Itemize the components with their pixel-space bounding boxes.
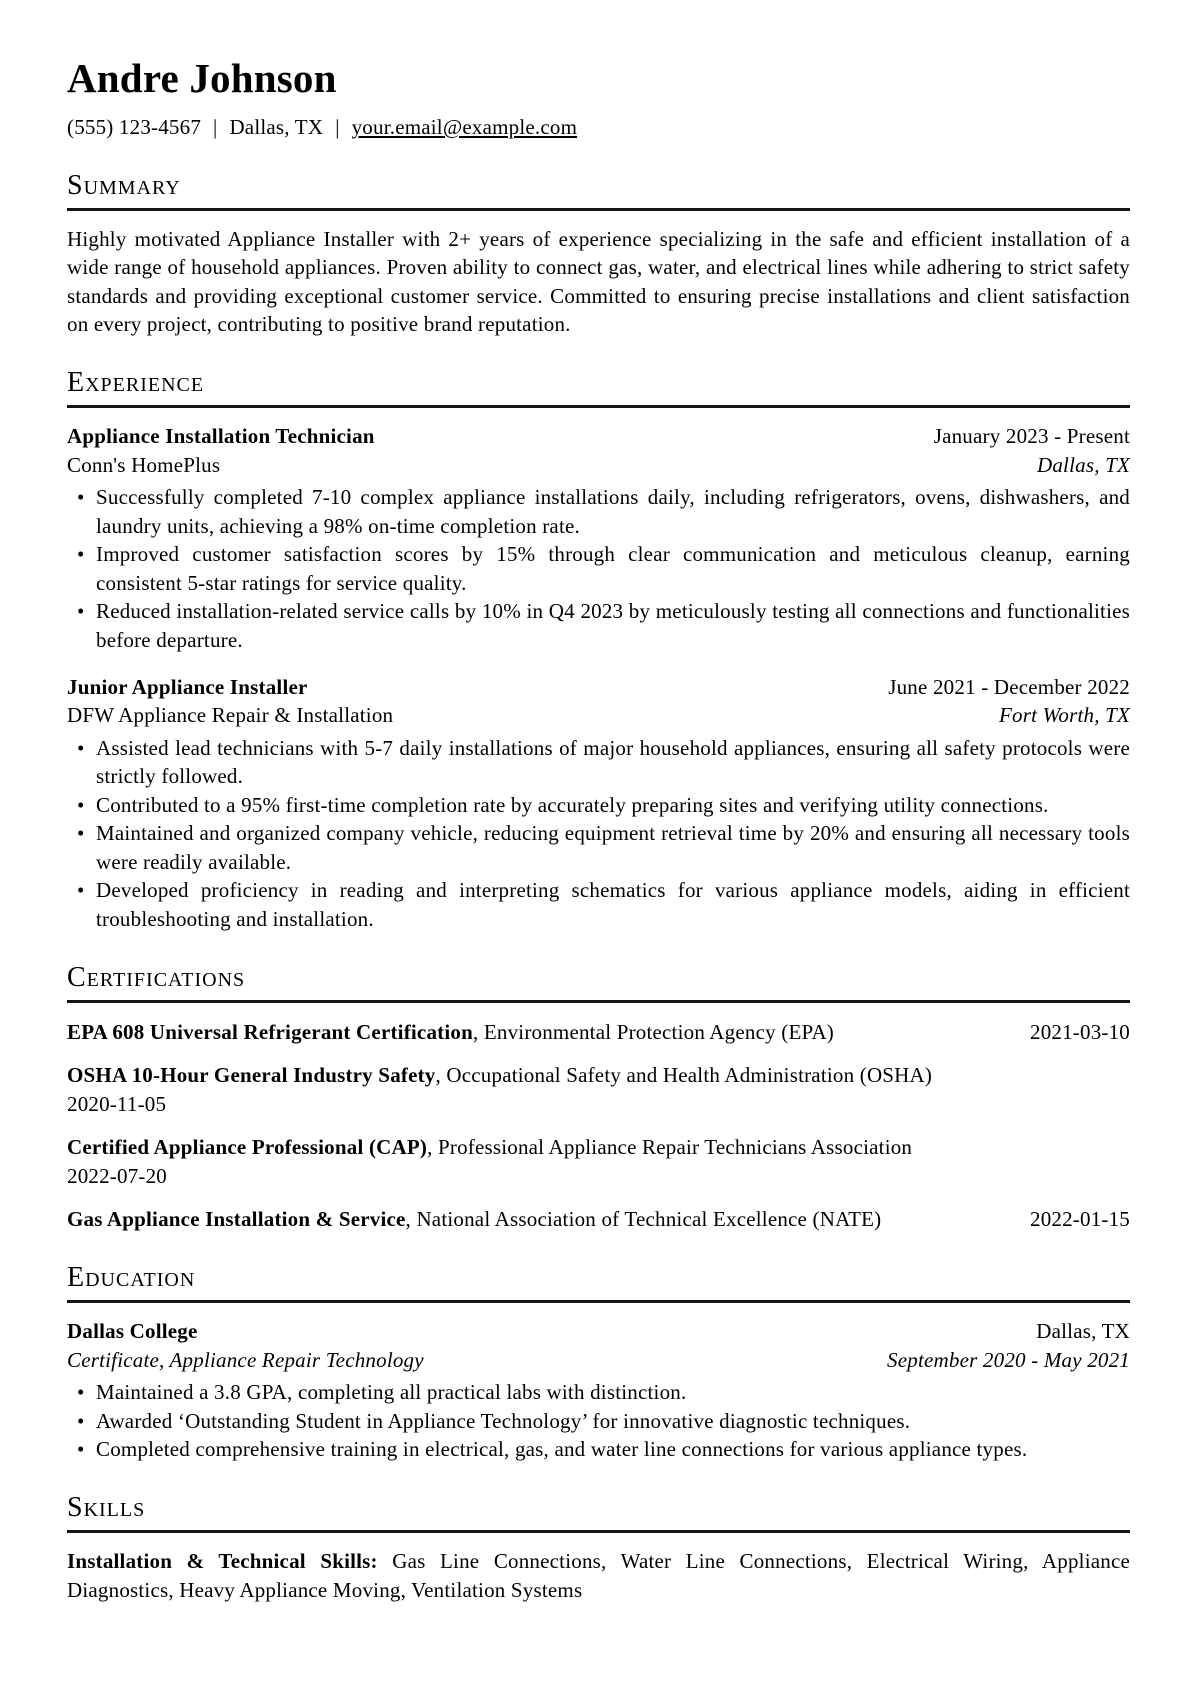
certification-date: 2020-11-05: [67, 1091, 167, 1116]
section-title-certifications: Certifications: [67, 961, 246, 993]
section-title-summary: Summary: [67, 169, 181, 201]
certification-entry: [67, 1133, 1130, 1190]
bullet-item: • Completed comprehensive training in electrical, gas, and water line connections for various appliance types.: [96, 1435, 1130, 1464]
email-link[interactable]: your.email@example.com: [351, 115, 578, 140]
section-certifications: [67, 962, 1130, 1234]
certification-name: EPA 608 Universal Refrigerant Certification: [67, 1019, 473, 1044]
job-header-row: [67, 422, 1130, 451]
job-dates: January 2023 - Present: [933, 424, 1130, 449]
contact-separator: |: [335, 115, 340, 140]
section-divider: [67, 208, 1130, 211]
certification-entry: [67, 1061, 1130, 1118]
job-title: Appliance Installation Technician: [67, 424, 375, 449]
section-skills: [67, 1492, 1130, 1604]
certification-name: Gas Appliance Installation & Service: [67, 1207, 406, 1232]
section-divider: [67, 1300, 1130, 1303]
resume-header: [67, 56, 1130, 142]
bullet-item: • Awarded ‘Outstanding Student in Appliance Technology’ for innovative diagnostic techniques.: [96, 1407, 1130, 1436]
contact-line: [67, 113, 1130, 142]
job-entry: [67, 422, 1130, 654]
job-company-row: [67, 451, 1130, 480]
job-company-row: [67, 701, 1130, 730]
certification-date: 2021-03-10: [1030, 1019, 1130, 1044]
section-title-experience: Experience: [67, 367, 205, 399]
skills-group-items: Gas Line Connections, Water Line Connections, Electrical Wiring, Appliance Diagnostics, Heavy Appliance Moving, Ventilation Systems: [67, 1549, 1130, 1602]
education-bullet-list: [67, 1378, 1130, 1464]
job-header-row: [67, 673, 1130, 702]
company-name: DFW Appliance Repair & Installation: [67, 703, 394, 728]
skills-group: [67, 1547, 1130, 1604]
bullet-item: • Developed proficiency in reading and interpreting schematics for various appliance models, aiding in efficient troubleshooting and installation.: [96, 876, 1130, 933]
certification-text: [67, 1018, 834, 1047]
certification-entry: [67, 1018, 1130, 1047]
skills-group-label: Installation & Technical Skills:: [67, 1549, 378, 1574]
summary-text: Highly motivated Appliance Installer with 2+ years of experience specializing in the safe and efficient installation of a wide range of household appliances. Proven ability to connect gas, water, and electrical lines while adhering to strict safety standards and providing exceptional customer service. Committed to ensuring precise installations and client satisfaction on every project, contributing to positive brand reputation.: [67, 226, 1130, 337]
job-bullet-list: [67, 734, 1130, 934]
section-divider: [67, 1000, 1130, 1003]
certification-text: [67, 1063, 932, 1087]
bullet-item: • Maintained and organized company vehicle, reducing equipment retrieval time by 20% and ensuring all necessary tools were readily available.: [96, 819, 1130, 876]
job-dates: June 2021 - December 2022: [888, 674, 1130, 699]
contact-separator: |: [213, 115, 218, 140]
school-header-row: [67, 1317, 1130, 1346]
bullet-item: • Contributed to a 95% first-time completion rate by accurately preparing sites and verifying utility connections.: [96, 791, 1130, 820]
degree-name: Certificate, Appliance Repair Technology: [67, 1347, 424, 1372]
certification-text: [67, 1205, 881, 1234]
certification-date: 2022-01-15: [1030, 1207, 1130, 1232]
certification-name: OSHA 10-Hour General Industry Safety: [67, 1063, 436, 1088]
job-location: Dallas, TX: [1036, 452, 1130, 477]
bullet-item: • Maintained a 3.8 GPA, completing all practical labs with distinction.: [96, 1378, 1130, 1407]
education-entry: [67, 1317, 1130, 1464]
job-title: Junior Appliance Installer: [67, 674, 308, 699]
bullet-item: • Assisted lead technicians with 5-7 daily installations of major household appliances, ensuring all safety protocols were strictly followed.: [96, 734, 1130, 791]
certification-name: Certified Appliance Professional (CAP): [67, 1135, 428, 1160]
section-experience: [67, 367, 1130, 933]
school-location: Dallas, TX: [1036, 1319, 1130, 1344]
job-location: Fort Worth, TX: [999, 703, 1130, 728]
phone-number: (555) 123-4567: [67, 115, 202, 140]
person-name: Andre Johnson: [67, 55, 337, 101]
certification-issuer: , Occupational Safety and Health Administration (OSHA): [435, 1063, 933, 1088]
certification-text: [67, 1135, 912, 1159]
school-dates: September 2020 - May 2021: [887, 1347, 1130, 1372]
school-degree-row: [67, 1346, 1130, 1375]
section-summary: [67, 170, 1130, 339]
certification-entry: [67, 1205, 1130, 1234]
location-text: Dallas, TX: [229, 115, 324, 140]
bullet-item: • Successfully completed 7-10 complex appliance installations daily, including refrigerators, ovens, dishwashers, and laundry units, achieving a 98% on-time completion rate.: [96, 483, 1130, 540]
section-title-education: Education: [67, 1261, 196, 1293]
school-name: Dallas College: [67, 1319, 198, 1344]
bullet-item: • Reduced installation-related service calls by 10% in Q4 2023 by meticulously testing all connections and functionalities before departure.: [96, 597, 1130, 654]
certification-issuer: , Environmental Protection Agency (EPA): [472, 1019, 835, 1044]
section-education: [67, 1262, 1130, 1464]
job-entry: [67, 673, 1130, 934]
section-divider: [67, 1530, 1130, 1533]
certification-issuer: , National Association of Technical Excellence (NATE): [405, 1207, 882, 1232]
certification-date: 2022-07-20: [67, 1163, 167, 1188]
certification-issuer: , Professional Appliance Repair Technicians Association: [427, 1135, 913, 1160]
job-bullet-list: [67, 483, 1130, 654]
bullet-item: • Improved customer satisfaction scores by 15% through clear communication and meticulous cleanup, earning consistent 5-star ratings for service quality.: [96, 540, 1130, 597]
section-divider: [67, 405, 1130, 408]
company-name: Conn's HomePlus: [67, 452, 221, 477]
section-title-skills: Skills: [67, 1491, 146, 1523]
